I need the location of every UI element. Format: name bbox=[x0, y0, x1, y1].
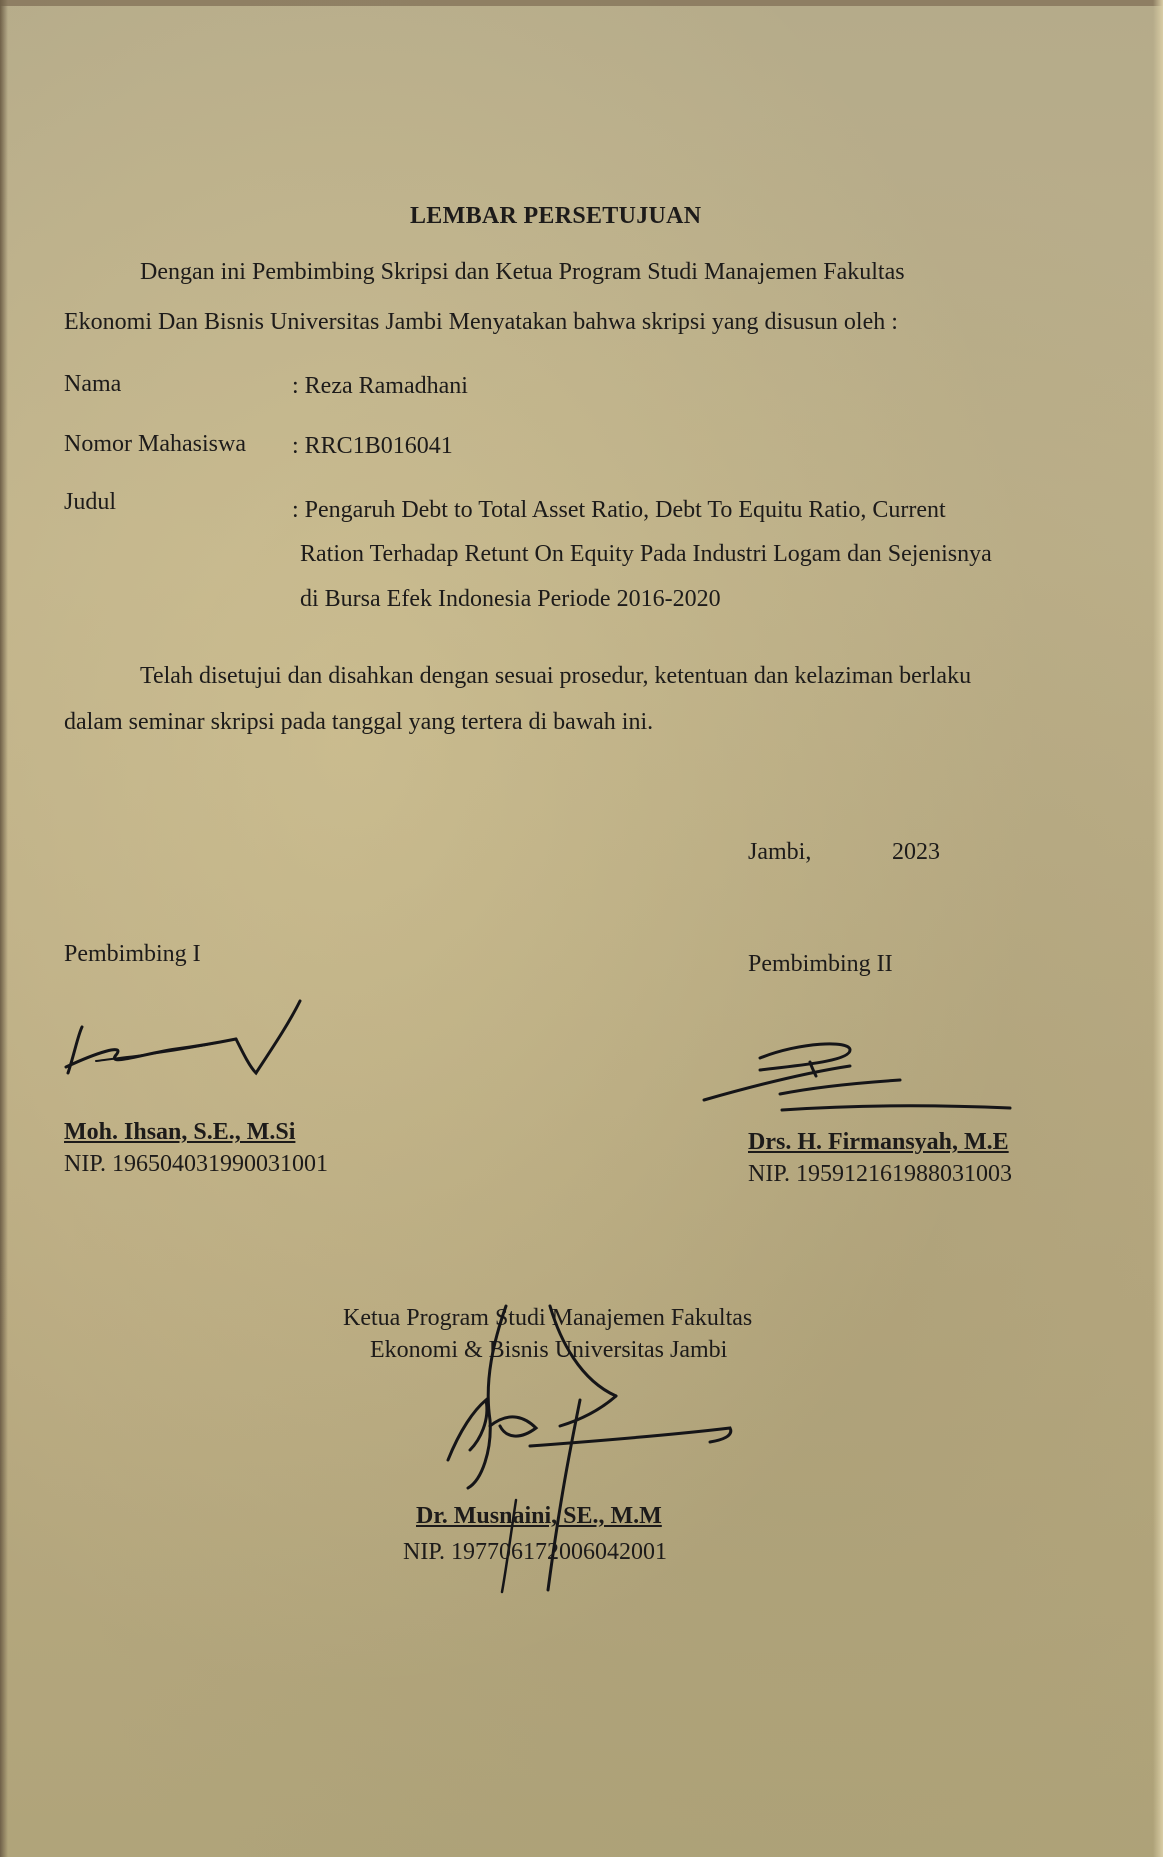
head-title-line-1: Ketua Program Studi Manajemen Fakultas bbox=[343, 1305, 753, 1331]
head-name: Dr. Musnaini, SE., M.M bbox=[416, 1503, 662, 1529]
supervisor-2-name: Drs. H. Firmansyah, M.E bbox=[748, 1129, 1009, 1155]
field-value-judul-line-1: : Pengaruh Debt to Total Asset Ratio, Debt To Equitu Ratio, Current bbox=[292, 497, 946, 523]
approval-line-2: dalam seminar skripsi pada tanggal yang tertera di bawah ini. bbox=[64, 709, 654, 735]
field-value-judul-line-2: Ration Terhadap Retunt On Equity Pada Industri Logam dan Sejenisnya bbox=[300, 541, 992, 567]
head-title-line-2: Ekonomi & Bisnis Universitas Jambi bbox=[370, 1337, 728, 1363]
field-value-nomor: : RRC1B016041 bbox=[292, 433, 453, 459]
field-label-nomor: Nomor Mahasiswa bbox=[64, 431, 246, 457]
intro-line-2: Ekonomi Dan Bisnis Universitas Jambi Menyatakan bahwa skripsi yang disusun oleh : bbox=[64, 309, 898, 335]
intro-line-1: Dengan ini Pembimbing Skripsi dan Ketua Program Studi Manajemen Fakultas bbox=[140, 259, 905, 285]
field-value-judul-line-3: di Bursa Efek Indonesia Periode 2016-2020 bbox=[300, 586, 721, 612]
supervisor-2-role: Pembimbing II bbox=[748, 951, 893, 977]
field-label-judul: Judul bbox=[64, 489, 117, 515]
date-year: 2023 bbox=[892, 839, 940, 865]
page-right-edge bbox=[1153, 0, 1163, 1857]
supervisor-1-signature bbox=[56, 995, 316, 1085]
supervisor-1-name: Moh. Ihsan, S.E., M.Si bbox=[64, 1119, 296, 1145]
supervisor-1-role: Pembimbing I bbox=[64, 941, 201, 967]
page-left-shadow bbox=[0, 0, 8, 1857]
supervisor-1-nip: NIP. 196504031990031001 bbox=[64, 1151, 329, 1177]
approval-line-1: Telah disetujui dan disahkan dengan sesuai prosedur, ketentuan dan kelaziman berlaku bbox=[140, 663, 972, 689]
page-top-edge bbox=[0, 0, 1163, 6]
field-value-nama: : Reza Ramadhani bbox=[292, 373, 468, 399]
supervisor-2-signature bbox=[700, 1036, 1020, 1126]
field-label-nama: Nama bbox=[64, 371, 122, 397]
page-title: LEMBAR PERSETUJUAN bbox=[410, 203, 702, 229]
date-place: Jambi, bbox=[748, 839, 812, 865]
head-nip: NIP. 197706172006042001 bbox=[403, 1539, 668, 1565]
supervisor-2-nip: NIP. 195912161988031003 bbox=[748, 1161, 1013, 1187]
